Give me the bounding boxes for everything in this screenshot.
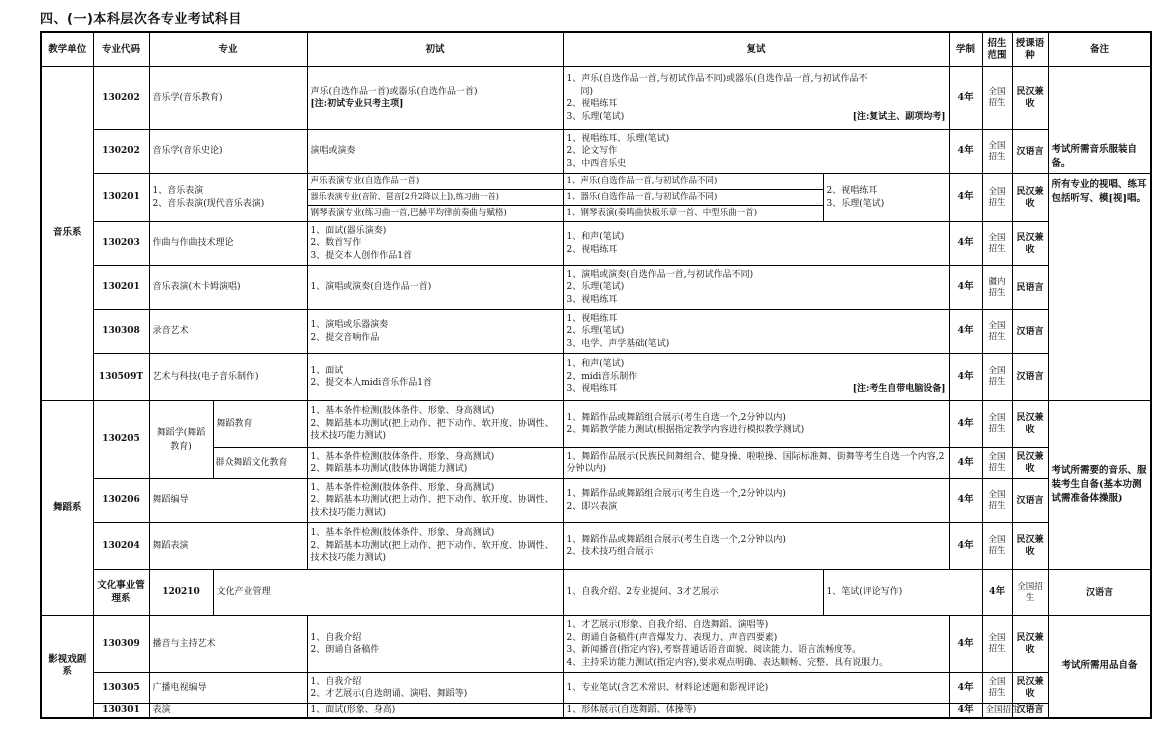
- scope: 全国招生: [982, 523, 1012, 570]
- first-exam-line: 1、基本条件检测(肢体条件、形象、身高测试): [310, 528, 495, 539]
- second-exam-line: 1、舞蹈作品或舞蹈组合展示(考生自选一个,2分钟以内): [566, 412, 786, 423]
- scope: 全国招生: [982, 67, 1012, 130]
- second-exam-line: 1、和声(笔试): [566, 359, 625, 370]
- first-exam: [307, 310, 563, 354]
- second-exam: 1、舞蹈作品展示(民族民间舞组合、健身操、啦啦操、国际标准舞、街舞等考生自选一个内容,2分钟以内): [563, 448, 949, 479]
- second-exam-line: 1、舞蹈作品或舞蹈组合展示(考生自选一个,2分钟以内): [566, 534, 786, 545]
- second-exam-line: 2、midi音乐制作: [566, 371, 638, 382]
- dept-culture: 文化事业管理系: [93, 570, 149, 616]
- years: 4年: [949, 673, 982, 704]
- major-code: 130301: [93, 704, 149, 718]
- major-name: 作曲与作曲技术理论: [149, 222, 307, 266]
- second-exam-line: 1、视唱练耳、乐理(笔试): [566, 133, 670, 144]
- second-exam-line: 2、视唱练耳: [566, 99, 618, 109]
- second-exam: 1、笔试(评论写作): [823, 570, 982, 616]
- second-exam-line: 4、主持采访能力测试(指定内容),要求观点明确、表达顺畅、完整、具有说服力。: [566, 657, 889, 668]
- years: 4年: [949, 401, 982, 448]
- second-exam: [563, 401, 949, 448]
- first-exam: 声乐表演专业(自选作品一首): [307, 174, 563, 190]
- scope: 全国招生: [1012, 570, 1048, 616]
- scope: 全国招生: [982, 310, 1012, 354]
- scope: 全国招生: [982, 174, 1012, 222]
- scope: 全国招生: [982, 673, 1012, 704]
- years: 4年: [982, 570, 1012, 616]
- second-exam: [563, 310, 949, 354]
- second-exam-line: 3、视唱练耳: [566, 294, 618, 305]
- exam-subjects-table: [40, 31, 1152, 719]
- second-exam-note: [注:复试主、副项均考]: [852, 111, 946, 122]
- years: 4年: [949, 479, 982, 523]
- header-lang: 授课语种: [1012, 32, 1048, 67]
- first-exam: [307, 354, 563, 401]
- lang: 汉语言: [1012, 130, 1048, 174]
- lang: 民汉兼收: [1012, 401, 1048, 448]
- years: 4年: [949, 616, 982, 673]
- header-unit: 教学单位: [41, 32, 93, 67]
- first-exam-line: 1、演唱或乐器演奏: [310, 320, 389, 330]
- first-exam-line: 2、提交本人midi音乐作品1首: [310, 378, 433, 388]
- major-name-line: 2、音乐表演(现代音乐表演): [152, 198, 265, 209]
- first-exam: 器乐表演专业(音阶、琶音[2升2降以上]),练习曲一首): [307, 190, 563, 206]
- lang: 民汉兼收: [1012, 616, 1048, 673]
- major-code: 130308: [93, 310, 149, 354]
- first-exam-line: 1、基本条件检测(肢体条件、形象、身高测试): [310, 406, 495, 417]
- major-sub-b: 群众舞蹈文化教育: [213, 448, 307, 479]
- first-exam: 1、面试(形象、身高): [307, 704, 563, 718]
- first-exam-line: 1、自我介绍: [310, 676, 362, 687]
- first-exam-note: [注:初试专业只考主项]: [310, 99, 404, 109]
- years: 4年: [949, 704, 982, 718]
- header-code: 专业代码: [93, 32, 149, 67]
- table-row: [41, 266, 1151, 310]
- years: 4年: [949, 222, 982, 266]
- header-major: 专业: [149, 32, 307, 67]
- header-scope: 招生范围: [982, 32, 1012, 67]
- table-row: [41, 310, 1151, 354]
- lang: 民汉兼收: [1012, 222, 1048, 266]
- second-exam-line: 3、中西音乐史: [566, 158, 627, 169]
- years: 4年: [949, 130, 982, 174]
- note-music-1: 考试所需音乐服装自备。: [1048, 67, 1151, 174]
- years: 4年: [949, 523, 982, 570]
- second-exam: 1、专业笔试(含艺术常识、材料论述题和影视评论): [563, 673, 949, 704]
- lang: 民汉兼收: [1012, 448, 1048, 479]
- lang: 民汉兼收: [1012, 673, 1048, 704]
- scope: 全国招生: [982, 704, 1012, 718]
- first-exam-line: 2、舞蹈基本功测试(把上动作、把下动作、软开度、协调性、技术技巧能力测试): [310, 418, 554, 442]
- table-row: [41, 616, 1151, 673]
- major-code: 130203: [93, 222, 149, 266]
- second-exam-line: 2、即兴表演: [566, 501, 618, 512]
- dept-dance: 舞蹈系: [41, 401, 93, 616]
- major-code: 130205: [93, 401, 149, 479]
- second-exam: 1、钢琴表演(奏鸣曲快板乐章一首、中型乐曲一首): [563, 206, 823, 222]
- table-row: [41, 67, 1151, 130]
- first-exam-line: 2、舞蹈基本功测试(肢体协调能力测试): [310, 464, 468, 474]
- first-exam-line: 2、数首写作: [310, 238, 362, 249]
- second-exam-note: [注:考生自带电脑设备]: [852, 384, 946, 395]
- major-code: 130305: [93, 673, 149, 704]
- dept-music: 音乐系: [41, 67, 93, 401]
- lang: 民汉兼收: [1012, 523, 1048, 570]
- lang: 民汉兼收: [1012, 174, 1048, 222]
- major-code: 120210: [149, 570, 213, 616]
- second-exam-line: 3、乐理(笔试): [826, 198, 885, 209]
- table-row: [41, 174, 1151, 190]
- second-exam-line: 1、才艺展示(形象、自我介绍、自选舞蹈、演唱等): [566, 620, 769, 630]
- note-music-2: 所有专业的视唱、练耳包括听写、模[视]唱。: [1048, 174, 1151, 401]
- second-exam-line: 1、舞蹈作品或舞蹈组合展示(考生自选一个,2分钟以内): [566, 489, 786, 499]
- note-dance: 考试所需要的音乐、服装考生自备(基本功测试需准备体操服): [1048, 401, 1151, 570]
- major-name: 播音与主持艺术: [149, 616, 307, 673]
- second-exam-line: 1、声乐(自选作品一首,与初试作品不同)或器乐(自选作品一首,与初试作品不: [566, 74, 868, 84]
- dept-film: 影视戏剧系: [41, 616, 93, 718]
- lang: 汉语言: [1012, 354, 1048, 401]
- second-exam-line: 1、和声(笔试): [566, 232, 625, 242]
- major-name: 录音艺术: [149, 310, 307, 354]
- second-exam-line: 同): [580, 86, 594, 97]
- table-row: [41, 354, 1151, 401]
- second-exam-line: 3、新闻播音(指定内容),考察普通话语音面貌、阅读能力、语言流畅度等。: [566, 645, 862, 655]
- scope: 全国招生: [982, 401, 1012, 448]
- second-exam: 1、声乐(自选作品一首,与初试作品不同): [563, 174, 823, 190]
- first-exam-line: 1、自我介绍: [310, 632, 362, 643]
- major-code: 130201: [93, 266, 149, 310]
- major-code: 130204: [93, 523, 149, 570]
- table-row: [41, 523, 1151, 570]
- first-exam-line: 2、舞蹈基本功测试(把上动作、把下动作、软开度、协调性、技术技巧能力测试): [310, 495, 554, 518]
- second-exam: [563, 354, 949, 401]
- first-exam: [307, 401, 563, 448]
- second-exam-line: 2、乐理(笔试): [566, 326, 625, 337]
- second-exam: [563, 616, 949, 673]
- first-exam: [307, 616, 563, 673]
- lang: 民语言: [1012, 266, 1048, 310]
- first-exam-line: 2、朗诵自备稿件: [310, 645, 380, 655]
- first-exam: [307, 479, 563, 523]
- major-code: 130206: [93, 479, 149, 523]
- first-exam-line: 2、舞蹈基本功测试(把上动作、把下动作、软开度、协调性、技术技巧能力测试): [310, 540, 554, 564]
- second-exam: [563, 130, 949, 174]
- second-exam: [563, 266, 949, 310]
- second-exam: [563, 222, 949, 266]
- first-exam-line: 声乐(自选作品一首)或器乐(自选作品一首): [310, 86, 478, 97]
- header-note: 备注: [1048, 32, 1151, 67]
- first-exam-line: 2、才艺展示(自选朗诵、演唱、舞蹈等): [310, 689, 468, 699]
- major-code: 130309: [93, 616, 149, 673]
- first-exam-line: 2、提交音响作品: [310, 332, 380, 343]
- header-second: 复试: [563, 32, 949, 67]
- major-name: 音乐学(音乐教育): [149, 67, 307, 130]
- second-exam: [563, 479, 949, 523]
- first-exam-line: 3、提交本人创作作品1首: [310, 250, 412, 261]
- second-exam-line: 2、朗诵自备稿件(声音爆发力、表现力、声音四要素): [566, 632, 778, 643]
- header-row: [41, 32, 1151, 67]
- table-row: [41, 673, 1151, 704]
- years: 4年: [949, 266, 982, 310]
- second-exam-shared: [823, 174, 949, 222]
- page-heading: 四、(一)本科层次各专业考试科目: [40, 12, 242, 27]
- header-first: 初试: [307, 32, 563, 67]
- scope: 全国招生: [982, 130, 1012, 174]
- major-name: 文化产业管理: [213, 570, 563, 616]
- major-name: 音乐表演(木卡姆演唱): [149, 266, 307, 310]
- scope: 全国招生: [982, 616, 1012, 673]
- first-exam: 1、演唱或演奏(自选作品一首): [307, 266, 563, 310]
- scope: 全国招生: [982, 354, 1012, 401]
- scope: 全国招生: [982, 448, 1012, 479]
- table-row: [41, 401, 1151, 448]
- second-exam: 1、形体展示(自选舞蹈、体操等): [563, 704, 949, 718]
- major-name: 表演: [149, 704, 307, 718]
- first-exam-line: 1、基本条件检测(肢体条件、形象、身高测试): [310, 482, 495, 493]
- first-exam: 钢琴表演专业(练习曲一首,巴赫平均律前奏曲与赋格): [307, 206, 563, 222]
- second-exam: [563, 523, 949, 570]
- note-film: 考试所需用品自备: [1048, 616, 1151, 718]
- second-exam: 1、器乐(自选作品一首,与初试作品不同): [563, 190, 823, 206]
- second-exam-line: 2、论文写作: [566, 146, 618, 157]
- major-code: 130202: [93, 130, 149, 174]
- table-row: [41, 479, 1151, 523]
- second-exam-line: 3、电学、声学基础(笔试): [566, 338, 670, 349]
- table-row: [41, 130, 1151, 174]
- first-exam: [307, 448, 563, 479]
- first-exam-line: 1、面试: [310, 365, 344, 376]
- second-exam-line: 3、乐理(笔试): [566, 111, 625, 122]
- major-name: 音乐学(音乐史论): [149, 130, 307, 174]
- first-exam: [307, 523, 563, 570]
- major-name: 舞蹈学(舞蹈教育): [149, 401, 213, 479]
- first-exam: [307, 222, 563, 266]
- scope: 全国招生: [982, 222, 1012, 266]
- lang: 汉语言: [1048, 570, 1151, 616]
- major-name-line: 1、音乐表演: [152, 186, 204, 196]
- scope: 疆内招生: [982, 266, 1012, 310]
- major-name: 广播电视编导: [149, 673, 307, 704]
- major-sub-a: 舞蹈教育: [213, 401, 307, 448]
- first-exam: 1、自我介绍、2专业提问、3才艺展示: [563, 570, 823, 616]
- major-name: 艺术与科技(电子音乐制作): [149, 354, 307, 401]
- major-name: 舞蹈表演: [149, 523, 307, 570]
- second-exam-line: 2、视唱练耳: [566, 244, 618, 255]
- major-code: 130201: [93, 174, 149, 222]
- first-exam: [307, 673, 563, 704]
- table-row: [41, 704, 1151, 718]
- second-exam-line: 2、乐理(笔试): [566, 282, 625, 293]
- second-exam-line: 2、舞蹈教学能力测试(根据指定教学内容进行模拟教学测试): [566, 425, 805, 435]
- first-exam: 演唱或演奏: [307, 130, 563, 174]
- lang: 汉语言: [1012, 704, 1048, 718]
- lang: 汉语言: [1012, 310, 1048, 354]
- first-exam-line: 1、基本条件检测(肢体条件、形象、身高测试): [310, 451, 495, 462]
- second-exam-line: 1、视唱练耳: [566, 313, 618, 324]
- header-years: 学制: [949, 32, 982, 67]
- lang: 民汉兼收: [1012, 67, 1048, 130]
- years: 4年: [949, 67, 982, 130]
- major-code: 130202: [93, 67, 149, 130]
- second-exam-line: 2、技术技巧组合展示: [566, 547, 654, 557]
- years: 4年: [949, 448, 982, 479]
- years: 4年: [949, 354, 982, 401]
- second-exam-line: 1、演唱或演奏(自选作品一首,与初试作品不同): [566, 269, 754, 280]
- years: 4年: [949, 310, 982, 354]
- second-exam-line: 2、视唱练耳: [826, 186, 878, 196]
- second-exam-line: 3、视唱练耳: [566, 384, 618, 395]
- scope: 全国招生: [982, 479, 1012, 523]
- first-exam: [307, 67, 563, 130]
- table-row: [41, 570, 1151, 616]
- table-row: [41, 222, 1151, 266]
- lang: 汉语言: [1012, 479, 1048, 523]
- second-exam: [563, 67, 949, 130]
- years: 4年: [949, 174, 982, 222]
- major-name: 舞蹈编导: [149, 479, 307, 523]
- first-exam-line: 1、面试(器乐演奏): [310, 225, 387, 236]
- major-code: 130509T: [93, 354, 149, 401]
- major-name: [149, 174, 307, 222]
